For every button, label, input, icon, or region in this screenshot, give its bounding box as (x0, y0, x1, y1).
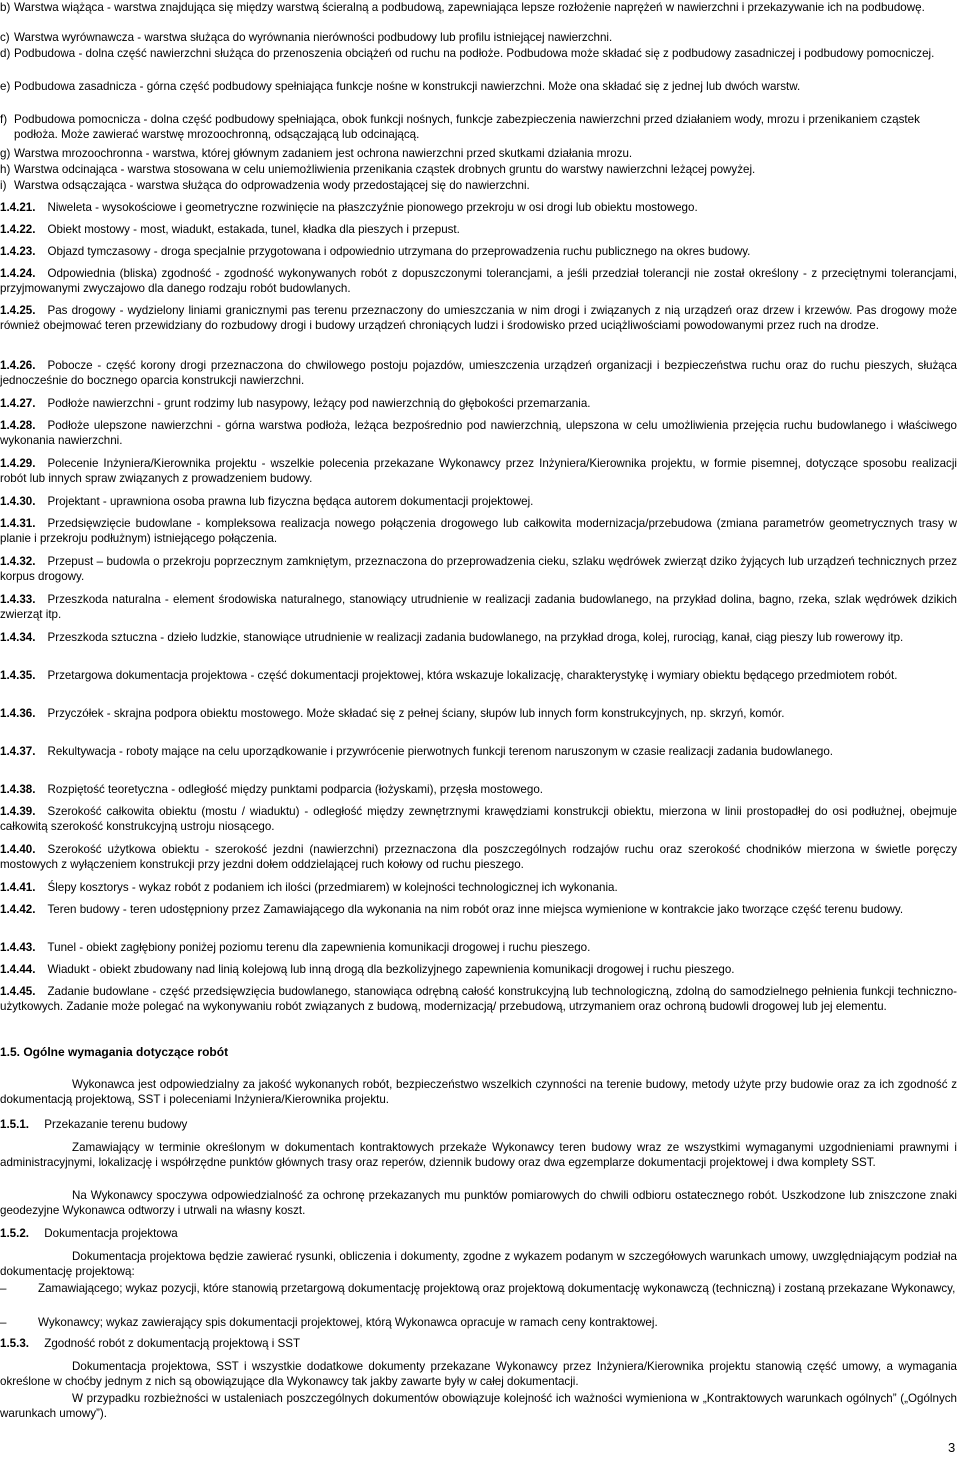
definition-1-4-26: 1.4.26. Pobocze - część korony drogi przeznaczona do chwilowego postoju pojazdów, umieszczenia urządzeń organizacji i bezpieczeństwa ruchu oraz do ruchu pieszych, służąca jednocześnie do bocznego oparcia konstrukcji nawierzchni. (0, 359, 957, 388)
list-item: e) Podbudowa zasadnicza - górna część podbudowy spełniająca funkcje nośne w konstrukcji nawierzchni. Może ona składać się z jednej lub dwóch warstw. (0, 80, 801, 93)
definition-1-4-30: 1.4.30. Projektant - uprawniona osoba prawna lub fizyczna będąca autorem dokumentacji projektowej. (0, 495, 534, 508)
definition-1-4-41: 1.4.41. Ślepy kosztorys - wykaz robót z podaniem ich ilości (przedmiarem) w kolejności technologicznej ich wykonania. (0, 881, 618, 894)
definition-1-4-36: 1.4.36. Przyczółek - skrajna podpora obiektu mostowego. Może składać się z pełnej ściany, słupów lub innych form konstrukcyjnych, np. skrzyń, komór. (0, 707, 785, 720)
definition-1-4-44: 1.4.44. Wiadukt - obiekt zbudowany nad linią kolejową lub inną drogą dla bezkolizyjnego zapewnienia komunikacji drogowej i ruchu pieszego. (0, 963, 735, 976)
list-item: g) Warstwa mrozoochronna - warstwa, której głównym zadaniem jest ochrona nawierzchni przed skutkami działania mrozu. (0, 147, 633, 160)
list-item: f) Podbudowa pomocnicza - dolna część podbudowy spełniająca, obok funkcji nośnych, funkcje zabezpieczenia nawierzchni przed działaniem wody, mrozu i przenikaniem cząstek podłoża. Może zawierać warstwę mrozoochronną, odsączającą lub odcinającą. (0, 113, 920, 142)
definition-1-4-38: 1.4.38. Rozpiętość teoretyczna - odległość między punktami podparcia (łożyskami), przęsła mostowego. (0, 783, 543, 796)
definition-1-4-25: 1.4.25. Pas drogowy - wydzielony liniami granicznymi pas terenu przeznaczony do umieszczania w nim drogi i związanych z nią urządzeń oraz drzew i krzewów. Pas drogowy może również obejmować teren przewidziany do rozbudowy drogi i budowy urządzeń chroniących ludzi i środowisko przed uciążliwościami powodowanymi przez ruch na drodze. (0, 304, 957, 333)
paragraph: Na Wykonawcy spoczywa odpowiedzialność za ochronę przekazanych mu punktów pomiarowych do chwili odbioru ostatecznego robót. Uszkodzone lub zniszczone znaki geodezyjne Wykonawca odtworzy i utrwali na własny koszt. (0, 1189, 957, 1218)
definition-1-4-33: 1.4.33. Przeszkoda naturalna - element środowiska naturalnego, stanowiący utrudnienie w realizacji zadania budowlanego, na przykład dolina, bagno, rzeka, szlak wędrówek dzikich zwierząt itp. (0, 593, 957, 622)
list-item: h) Warstwa odcinająca - warstwa stosowana w celu uniemożliwienia przenikania cząstek drobnych gruntu do warstwy nawierzchni leżącej powyżej. (0, 163, 756, 176)
definition-1-4-27: 1.4.27. Podłoże nawierzchni - grunt rodzimy lub nasypowy, leżący pod nawierzchnią do głębokości przemarzania. (0, 397, 591, 410)
list-item: c) Warstwa wyrównawcza - warstwa służąca do wyrównania nierówności podbudowy lub profilu istniejącej nawierzchni. (0, 31, 613, 44)
definition-1-4-37: 1.4.37. Rekultywacja - roboty mające na celu uporządkowanie i przywrócenie pierwotnych funkcji terenom naruszonym w czasie realizacji zadania budowlanego. (0, 745, 834, 758)
paragraph: W przypadku rozbieżności w ustaleniach poszczególnych dokumentów obowiązuje kolejność ich ważności wymieniona w „Kontraktowych warunkach ogólnych” („Ogólnych warunkach umowy”). (0, 1392, 957, 1421)
subsection-heading: 1.5.1. Przekazanie terenu budowy (0, 1118, 188, 1131)
definition-1-4-31: 1.4.31. Przedsięwzięcie budowlane - kompleksowa realizacja nowego połączenia drogowego lub całkowita modernizacja/przebudowa (zmiana parametrów geometrycznych trasy w planie i przekroju podłużnym) istniejącego połączenia. (0, 517, 957, 546)
list-item: i) Warstwa odsączająca - warstwa służąca do odprowadzenia wody przedostającej się do nawierzchni. (0, 179, 530, 192)
paragraph: Wykonawca jest odpowiedzialny za jakość wykonanych robót, bezpieczeństwo wszelkich czynności na terenie budowy, metody użyte przy budowie oraz za ich zgodność z dokumentacją projektową, SST i poleceniami Inżyniera/Kierownika projektu. (0, 1078, 957, 1107)
definition-1-4-34: 1.4.34. Przeszkoda sztuczna - dzieło ludzkie, stanowiące utrudnienie w realizacji zadania budowlanego, na przykład droga, kolej, rurociąg, kanał, ciąg pieszy lub rowerowy itp. (0, 631, 904, 644)
list-item: b) Warstwa wiążąca - warstwa znajdująca się między warstwą ścieralną a podbudową, zapewniająca lepsze rozłożenie naprężeń w nawierzchni i przekazywanie ich na podbudowę. (0, 1, 925, 14)
definition-1-4-23: 1.4.23. Objazd tymczasowy - droga specjalnie przygotowana i odpowiednio utrzymana do przeprowadzenia ruchu publicznego na okres budowy. (0, 245, 751, 258)
definition-1-4-43: 1.4.43. Tunel - obiekt zagłębiony poniżej poziomu terenu dla zapewnienia komunikacji drogowej i ruchu pieszego. (0, 941, 591, 954)
subsection-heading: 1.5.3. Zgodność robót z dokumentacją projektową i SST (0, 1337, 301, 1350)
definition-1-4-45: 1.4.45. Zadanie budowlane - część przedsięwzięcia budowlanego, stanowiąca odrębną całość konstrukcyjną lub technologiczną, zdolną do samodzielnego pełnienia funkcji techniczno-użytkowych. Zadanie może polegać na wykonywaniu robót związanych z budową, modernizacją/ przebudową, utrzymaniem oraz ochroną budowli drogowej lub jej elementu. (0, 985, 957, 1014)
paragraph: Dokumentacja projektowa, SST i wszystkie dodatkowe dokumenty przekazane Wykonawcy przez Inżyniera/Kierownika projektu stanowią część umowy, a wymagania określone w choćby jednym z nich są obowiązujące dla Wykonawcy tak jakby zawarte były w całej dokumentacji. (0, 1360, 957, 1389)
paragraph: Zamawiający w terminie określonym w dokumentach kontraktowych przekaże Wykonawcy teren budowy wraz ze wszystkimi wymaganymi uzgodnieniami prawnymi i administracyjnymi, lokalizację i współrzędne punktów głównych trasy oraz reperów, dziennik budowy oraz dwa egzemplarze dokumentacji projektowej i dwa komplety SST. (0, 1141, 957, 1170)
subsection-heading: 1.5.2. Dokumentacja projektowa (0, 1227, 178, 1240)
definition-1-4-35: 1.4.35. Przetargowa dokumentacja projektowa - część dokumentacji projektowej, która wskazuje lokalizację, charakterystykę i wymiary obiektu będącego przedmiotem robót. (0, 669, 898, 682)
definition-1-4-40: 1.4.40. Szerokość użytkowa obiektu - szerokość jezdni (nawierzchni) przeznaczona dla poszczególnych rodzajów ruchu oraz szerokość chodników mierzona w świetle poręczy mostowych z wyłączeniem konstrukcji przy jezdni dołem oddzielającej ruch kołowy od ruchu pieszego. (0, 843, 957, 872)
list-item: d) Podbudowa - dolna część nawierzchni służąca do przenoszenia obciążeń od ruchu na podłoże. Podbudowa może składać się z podbudowy zasadniczej i podbudowy pomocniczej. (0, 47, 935, 60)
definition-1-4-32: 1.4.32. Przepust – budowla o przekroju poprzecznym zamkniętym, przeznaczona do przeprowadzenia cieku, szlaku wędrówek zwierząt dziko żyjących lub urządzeń technicznych przez korpus drogowy. (0, 555, 957, 584)
definition-1-4-21: 1.4.21. Niweleta - wysokościowe i geometryczne rozwinięcie na płaszczyźnie pionowego przekroju w osi drogi lub obiektu mostowego. (0, 201, 698, 214)
list-item: – Wykonawcy; wykaz zawierający spis dokumentacji projektowej, którą Wykonawca opracuje w ramach ceny kontraktowej. (0, 1316, 658, 1329)
page-number: 3 (948, 1440, 956, 1455)
definition-1-4-29: 1.4.29. Polecenie Inżyniera/Kierownika projektu - wszelkie polecenia przekazane Wykonawcy przez Inżyniera/Kierownika projektu, w formie pisemnej, dotyczące sposobu realizacji robót lub innych spraw związanych z prowadzeniem budowy. (0, 457, 957, 486)
definition-1-4-24: 1.4.24. Odpowiednia (bliska) zgodność - zgodność wykonywanych robót z dopuszczonymi tolerancjami, a jeśli przedział tolerancji nie został określony - z przeciętnymi tolerancjami, przyjmowanymi zwyczajowo dla danego rodzaju robót budowlanych. (0, 267, 957, 296)
definition-1-4-39: 1.4.39. Szerokość całkowita obiektu (mostu / wiaduktu) - odległość między zewnętrznymi krawędziami konstrukcji obiektu, mierzona w linii prostopadłej do osi podłużnej, obejmuje całkowitą szerokość konstrukcyjną ustroju niosącego. (0, 805, 957, 834)
definition-1-4-42: 1.4.42. Teren budowy - teren udostępniony przez Zamawiającego dla wykonania na nim robót oraz inne miejsca wymienione w kontrakcie jako tworzące część terenu budowy. (0, 903, 904, 916)
list-item: – Zamawiającego; wykaz pozycji, które stanowią przetargową dokumentację projektową oraz projektową dokumentację wykonawczą (techniczną) i zostaną przekazane Wykonawcy, (0, 1282, 956, 1295)
definition-1-4-22: 1.4.22. Obiekt mostowy - most, wiadukt, estakada, tunel, kładka dla pieszych i przepust. (0, 223, 460, 236)
definition-1-4-28: 1.4.28. Podłoże ulepszone nawierzchni - górna warstwa podłoża, leżąca bezpośrednio pod nawierzchnią, ulepszona w celu umożliwienia przejęcia ruchu budowlanego i właściwego wykonania nawierzchni. (0, 419, 957, 448)
section-heading: 1.5. Ogólne wymagania dotyczące robót (0, 1045, 229, 1059)
paragraph: Dokumentacja projektowa będzie zawierać rysunki, obliczenia i dokumenty, zgodne z wykazem podanym w szczegółowych warunkach umowy, uwzględniającym podział na dokumentację projektową: (0, 1250, 957, 1279)
